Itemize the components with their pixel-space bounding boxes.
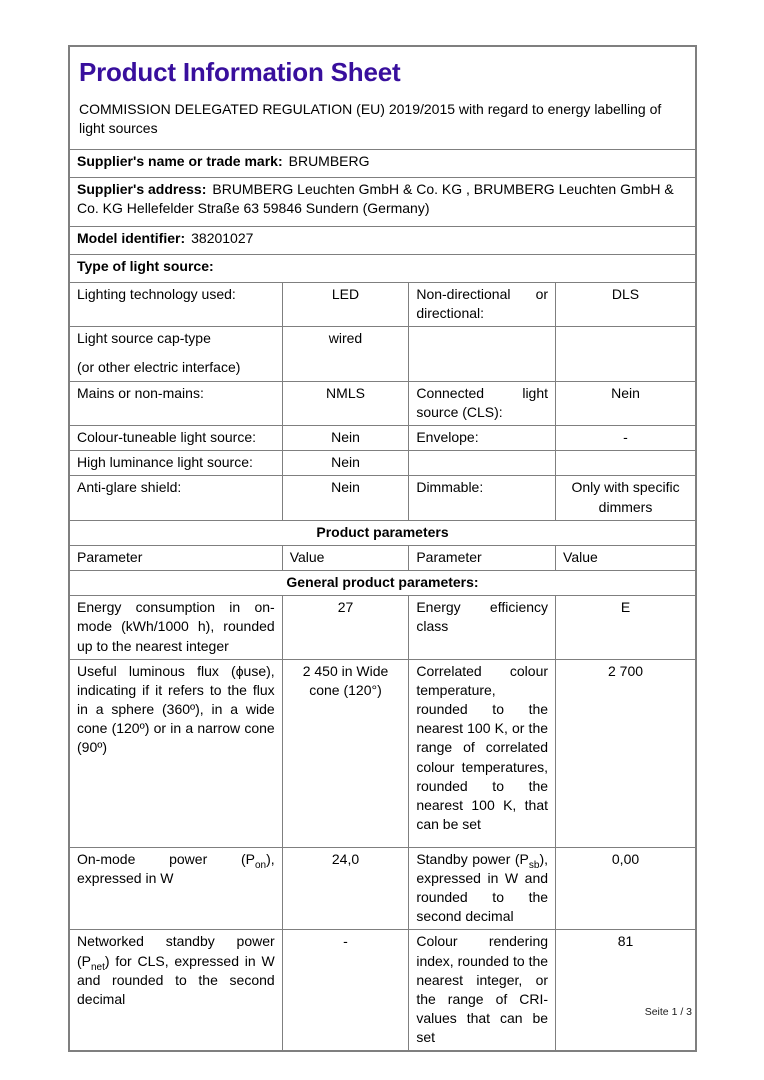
value-cell: E (556, 596, 696, 660)
supplier-name-row (69, 149, 696, 177)
title-row (69, 46, 696, 149)
value-cell: Nein (282, 451, 409, 476)
value-cell: LED (282, 282, 409, 326)
param-cell (69, 327, 282, 381)
table-row (69, 659, 696, 847)
regulation-text: COMMISSION DELEGATED REGULATION (EU) 2019/2015 with regard to energy labelling of light sources (79, 100, 662, 136)
param-text: On-mode power (P (77, 850, 255, 867)
supplier-address-row (69, 177, 696, 226)
subscript: on (255, 859, 267, 871)
param-cell: Colour rendering index, rounded to the nearest integer, or the range of CRI-values that can be set (409, 930, 556, 1052)
subscript: net (91, 961, 105, 973)
param-cell: Lighting technology used: (69, 282, 282, 326)
table-row (69, 425, 696, 450)
value-cell: 81 (556, 930, 696, 1052)
param-text: Standby power (P (416, 850, 529, 867)
param-cell: Mains or non-mains: (69, 381, 282, 425)
value-cell: Nein (556, 381, 696, 425)
param-text: ), expressed in W (77, 850, 275, 886)
value-cell: Nein (282, 425, 409, 450)
value-cell: DLS (556, 282, 696, 326)
table-row (69, 381, 696, 425)
table-row (69, 282, 696, 326)
column-header: Parameter (69, 545, 282, 570)
cap-type-line2: (or other electric interface) (77, 359, 241, 376)
page-number: Seite 1 / 3 (644, 1006, 692, 1018)
param-cell: Energy efficiency class (409, 596, 556, 660)
param-cell: High luminance light source: (69, 451, 282, 476)
param-cell (409, 847, 556, 930)
model-identifier-cell (69, 226, 696, 254)
param-cell: Colour-tuneable light source: (69, 425, 282, 450)
param-text: Networked standby power (P (77, 933, 275, 969)
model-identifier-label: Model identifier: (77, 229, 186, 246)
param-cell: Energy consumption in on-mode (kWh/1000 h), rounded up to the nearest integer (69, 596, 282, 660)
param-cell: Non-directional or directional: (409, 282, 556, 326)
model-identifier-row (69, 226, 696, 254)
supplier-name-value: BRUMBERG (288, 152, 370, 169)
param-cell (409, 327, 556, 381)
param-cell: Anti-glare shield: (69, 476, 282, 520)
param-cell (69, 930, 282, 1052)
value-cell: - (556, 425, 696, 450)
supplier-name-cell (69, 149, 696, 177)
value-cell: 27 (282, 596, 409, 660)
value-cell: - (282, 930, 409, 1052)
param-cell: Envelope: (409, 425, 556, 450)
column-header-row (69, 545, 696, 570)
value-cell: Only with specific dimmers (556, 476, 696, 520)
value-cell: Nein (282, 476, 409, 520)
column-header: Value (556, 545, 696, 570)
model-identifier-value: 38201027 (191, 229, 254, 246)
table-row (69, 327, 696, 381)
page-title: Product Information Sheet (79, 57, 401, 87)
value-cell: 0,00 (556, 847, 696, 930)
cap-type-line1: Light source cap-type (77, 330, 211, 347)
value-cell: NMLS (282, 381, 409, 425)
param-cell (409, 451, 556, 476)
type-of-light-source-label: Type of light source: (69, 254, 696, 282)
table-row (69, 476, 696, 520)
value-cell: 2 450 in Wide cone (120°) (282, 659, 409, 847)
param-cell: Correlated colour temperature, rounded to the nearest 100 K, or the range of correlated colour temperatures, rounded to the nearest 100 K, that can be set (409, 659, 556, 847)
param-text: ) for CLS, expressed in W and rounded to the second decimal (77, 952, 275, 1007)
general-parameters-title: General product parameters: (69, 571, 696, 596)
param-cell: Useful luminous flux (ϕuse), indicating if it refers to the flux in a sphere (360º), in a wide cone (120º) or in a narrow cone (90º) (69, 659, 282, 847)
subscript: sb (528, 859, 540, 871)
value-cell: 24,0 (282, 847, 409, 930)
title-cell (69, 46, 696, 149)
section-header-row (69, 571, 696, 596)
value-cell (556, 327, 696, 381)
param-cell (69, 847, 282, 930)
value-cell (556, 451, 696, 476)
table-row (69, 847, 696, 930)
type-of-light-source-row (69, 254, 696, 282)
product-info-table (68, 45, 697, 1052)
value-cell: wired (282, 327, 409, 381)
table-row (69, 930, 696, 1052)
param-text: ), expressed in W and rounded to the second decimal (416, 850, 549, 925)
param-cell: Dimmable: (409, 476, 556, 520)
section-header-row (69, 520, 696, 545)
column-header: Parameter (409, 545, 556, 570)
supplier-address-label: Supplier's address: (77, 180, 207, 197)
value-cell: 2 700 (556, 659, 696, 847)
table-row (69, 596, 696, 660)
supplier-address-cell (69, 177, 696, 226)
product-parameters-title: Product parameters (69, 520, 696, 545)
supplier-name-label: Supplier's name or trade mark: (77, 152, 283, 169)
table-row (69, 451, 696, 476)
supplier-address-value: BRUMBERG Leuchten GmbH & Co. KG , BRUMBERG Leuchten GmbH & Co. KG Hellefelder Straße 63 59846 Sundern (Germany) (77, 180, 674, 217)
column-header: Value (282, 545, 409, 570)
param-cell: Connected light source (CLS): (409, 381, 556, 425)
